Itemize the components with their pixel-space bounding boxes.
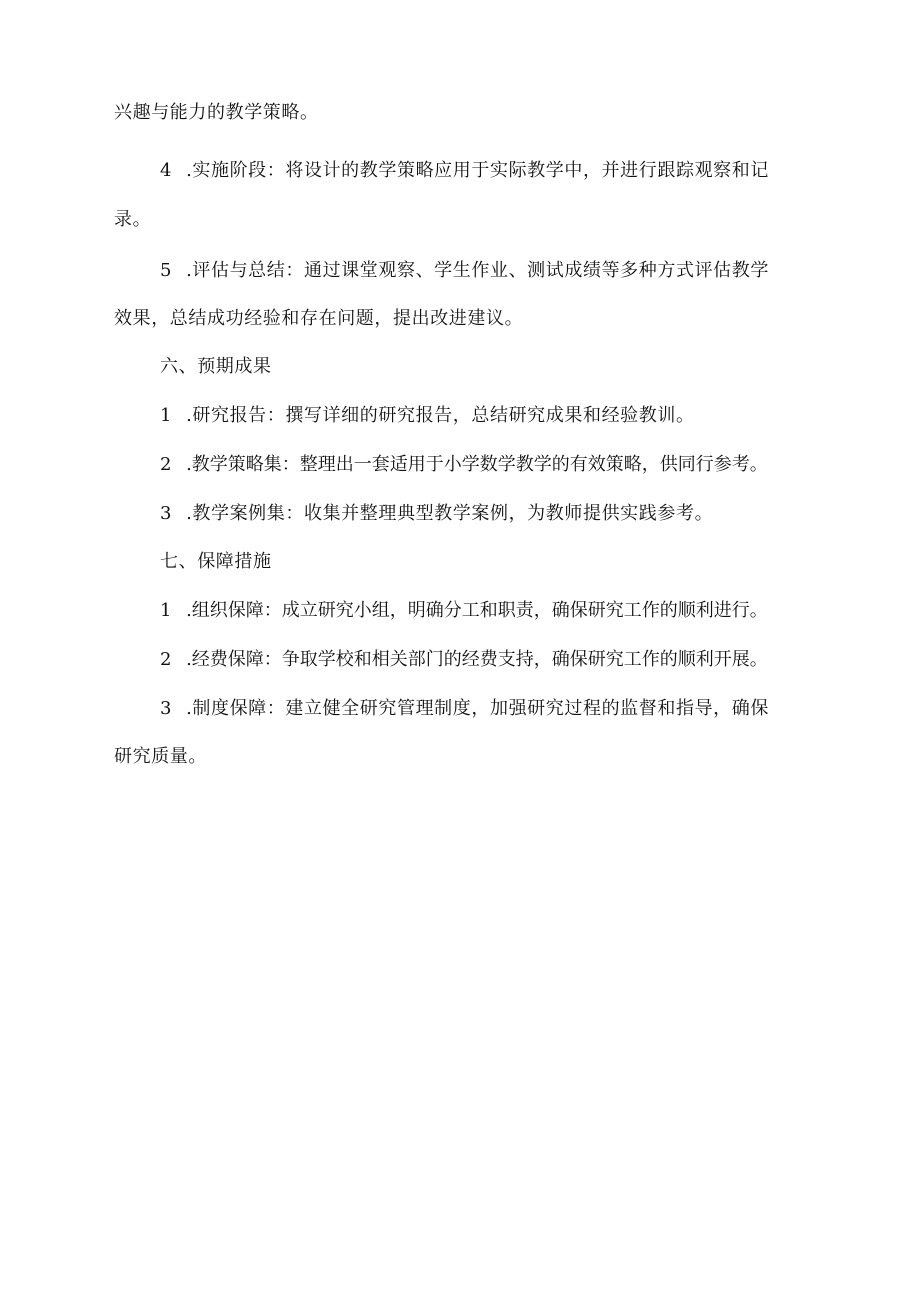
item-number: 1	[160, 600, 173, 621]
item-number: 2	[160, 649, 173, 670]
stage-4-line1	[160, 158, 769, 184]
stage-5-line1	[160, 258, 769, 284]
stage-5-text: .评估与总结：通过课堂观察、学生作业、测试成绩等多种方式评估教学	[186, 260, 769, 281]
item-text: .研究报告：撰写详细的研究报告，总结研究成果和经验教训。	[186, 405, 695, 426]
item-number: 1	[160, 405, 173, 426]
stage-5-number: 5	[160, 260, 173, 281]
item-text: .教学策略集：整理出一套适用于小学数学教学的有效策略，供同行参考。	[186, 454, 768, 475]
paragraph-continuation: 兴趣与能力的教学策略。	[114, 102, 319, 123]
stage-4-number: 4	[160, 160, 173, 181]
section-7-item-3-line2: 研究质量。	[114, 746, 207, 767]
stage-4-text: .实施阶段：将设计的教学策略应用于实际教学中，并进行跟踪观察和记	[186, 160, 769, 181]
section-7-item-1	[160, 598, 768, 624]
item-number: 3	[160, 698, 173, 719]
section-6-item-2	[160, 452, 768, 478]
section-7-item-2	[160, 647, 768, 673]
item-text: .教学案例集：收集并整理典型教学案例，为教师提供实践参考。	[186, 503, 714, 524]
section-6-item-1	[160, 403, 695, 429]
section-6-item-3	[160, 501, 713, 527]
section-7-heading: 七、保障措施	[160, 551, 272, 572]
stage-5-line2: 效果，总结成功经验和存在问题，提出改进建议。	[114, 308, 524, 329]
item-text: .制度保障：建立健全研究管理制度，加强研究过程的监督和指导，确保	[186, 698, 769, 719]
item-text: .组织保障：成立研究小组，明确分工和职责，确保研究工作的顺利进行。	[186, 600, 768, 621]
item-number: 3	[160, 503, 173, 524]
stage-4-line2: 录。	[114, 209, 152, 230]
section-7-item-3-line1	[160, 696, 769, 722]
section-6-heading: 六、预期成果	[160, 356, 272, 377]
item-number: 2	[160, 454, 173, 475]
item-text: .经费保障：争取学校和相关部门的经费支持，确保研究工作的顺利开展。	[186, 649, 768, 670]
